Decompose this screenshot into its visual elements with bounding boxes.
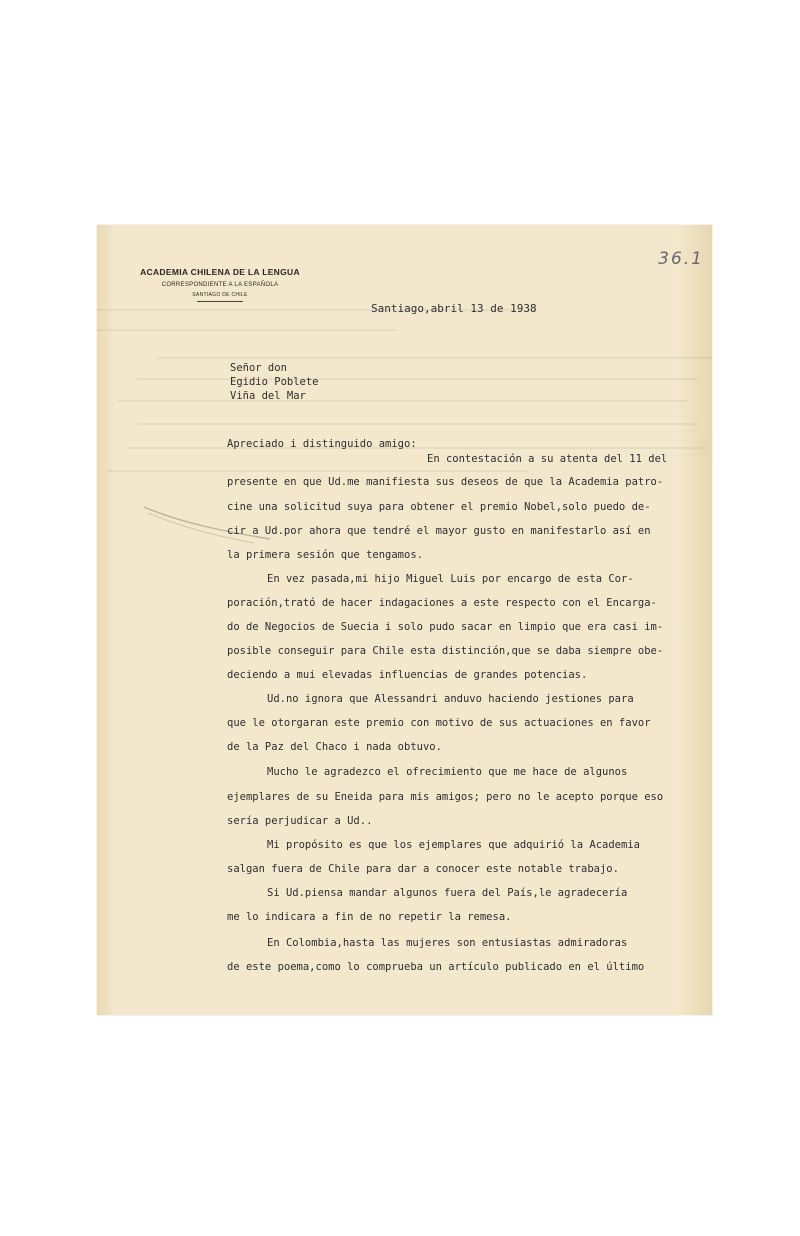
body-line: Mi propósito es que los ejemplares que adquirió la Academia xyxy=(267,839,640,851)
recipient-line: Señor don xyxy=(230,362,287,374)
letterhead-subtitle: CORRESPONDIENTE A LA ESPAÑOLA xyxy=(161,282,279,288)
recipient-name: Egidio Poblete xyxy=(230,376,319,388)
body-line: salgan fuera de Chile para dar a conocer este notable trabajo. xyxy=(227,863,619,875)
body-line: cir a Ud.por ahora que tendré el mayor gusto en manifestarlo así en xyxy=(227,525,651,537)
body-line: de la Paz del Chaco i nada obtuvo. xyxy=(227,741,442,753)
body-line: sería perjudicar a Ud.. xyxy=(227,815,373,827)
letterhead-name: ACADEMIA CHILENA DE LA LENGUA xyxy=(140,267,300,277)
recipient-city: Viña del Mar xyxy=(230,390,306,402)
body-line: ejemplares de su Eneida para mis amigos; pero no le acepto porque eso xyxy=(227,791,664,803)
body-line: Ud.no ignora que Alessandri anduvo haciendo jestiones para xyxy=(267,693,634,705)
letterhead-rule xyxy=(197,301,243,302)
letter-date: Santiago,abril 13 de 1938 xyxy=(371,302,537,315)
recipient-address xyxy=(230,361,319,403)
body-line: me lo indicara a fin de no repetir la remesa. xyxy=(227,911,512,923)
body-line: de este poema,como lo comprueba un artículo publicado en el último xyxy=(227,961,645,973)
body-line: do de Negocios de Suecia i solo pudo sacar en limpio que era casi im- xyxy=(227,621,664,633)
body-line: posible conseguir para Chile esta distinción,que se daba siempre obe- xyxy=(227,645,664,657)
folio-number: 36.1 xyxy=(658,249,704,269)
body-line: Mucho le agradezco el ofrecimiento que me hace de algunos xyxy=(267,766,628,778)
salutation: Apreciado i distinguido amigo: xyxy=(227,438,417,450)
body-line: Si Ud.piensa mandar algunos fuera del País,le agradecería xyxy=(267,887,628,899)
body-line: En Colombia,hasta las mujeres son entusiastas admiradoras xyxy=(267,937,628,949)
body-line: En contestación a su atenta del 11 del xyxy=(427,453,668,465)
letterhead xyxy=(135,267,305,302)
body-line: En vez pasada,mi hijo Miguel Luis por encargo de esta Cor- xyxy=(267,573,634,585)
body-line: presente en que Ud.me manifiesta sus deseos de que la Academia patro- xyxy=(227,476,664,488)
body-line: poración,trató de hacer indagaciones a este respecto con el Encarga- xyxy=(227,597,657,609)
letterhead-city: SANTIAGO DE CHILE xyxy=(192,292,248,298)
letter-page xyxy=(97,225,712,1015)
body-line: que le otorgaran este premio con motivo de sus actuaciones en favor xyxy=(227,717,651,729)
body-line: cine una solicitud suya para obtener el premio Nobel,solo puedo de- xyxy=(227,501,651,513)
body-line: deciendo a mui elevadas influencias de grandes potencias. xyxy=(227,669,588,681)
body-line: la primera sesión que tengamos. xyxy=(227,549,423,561)
